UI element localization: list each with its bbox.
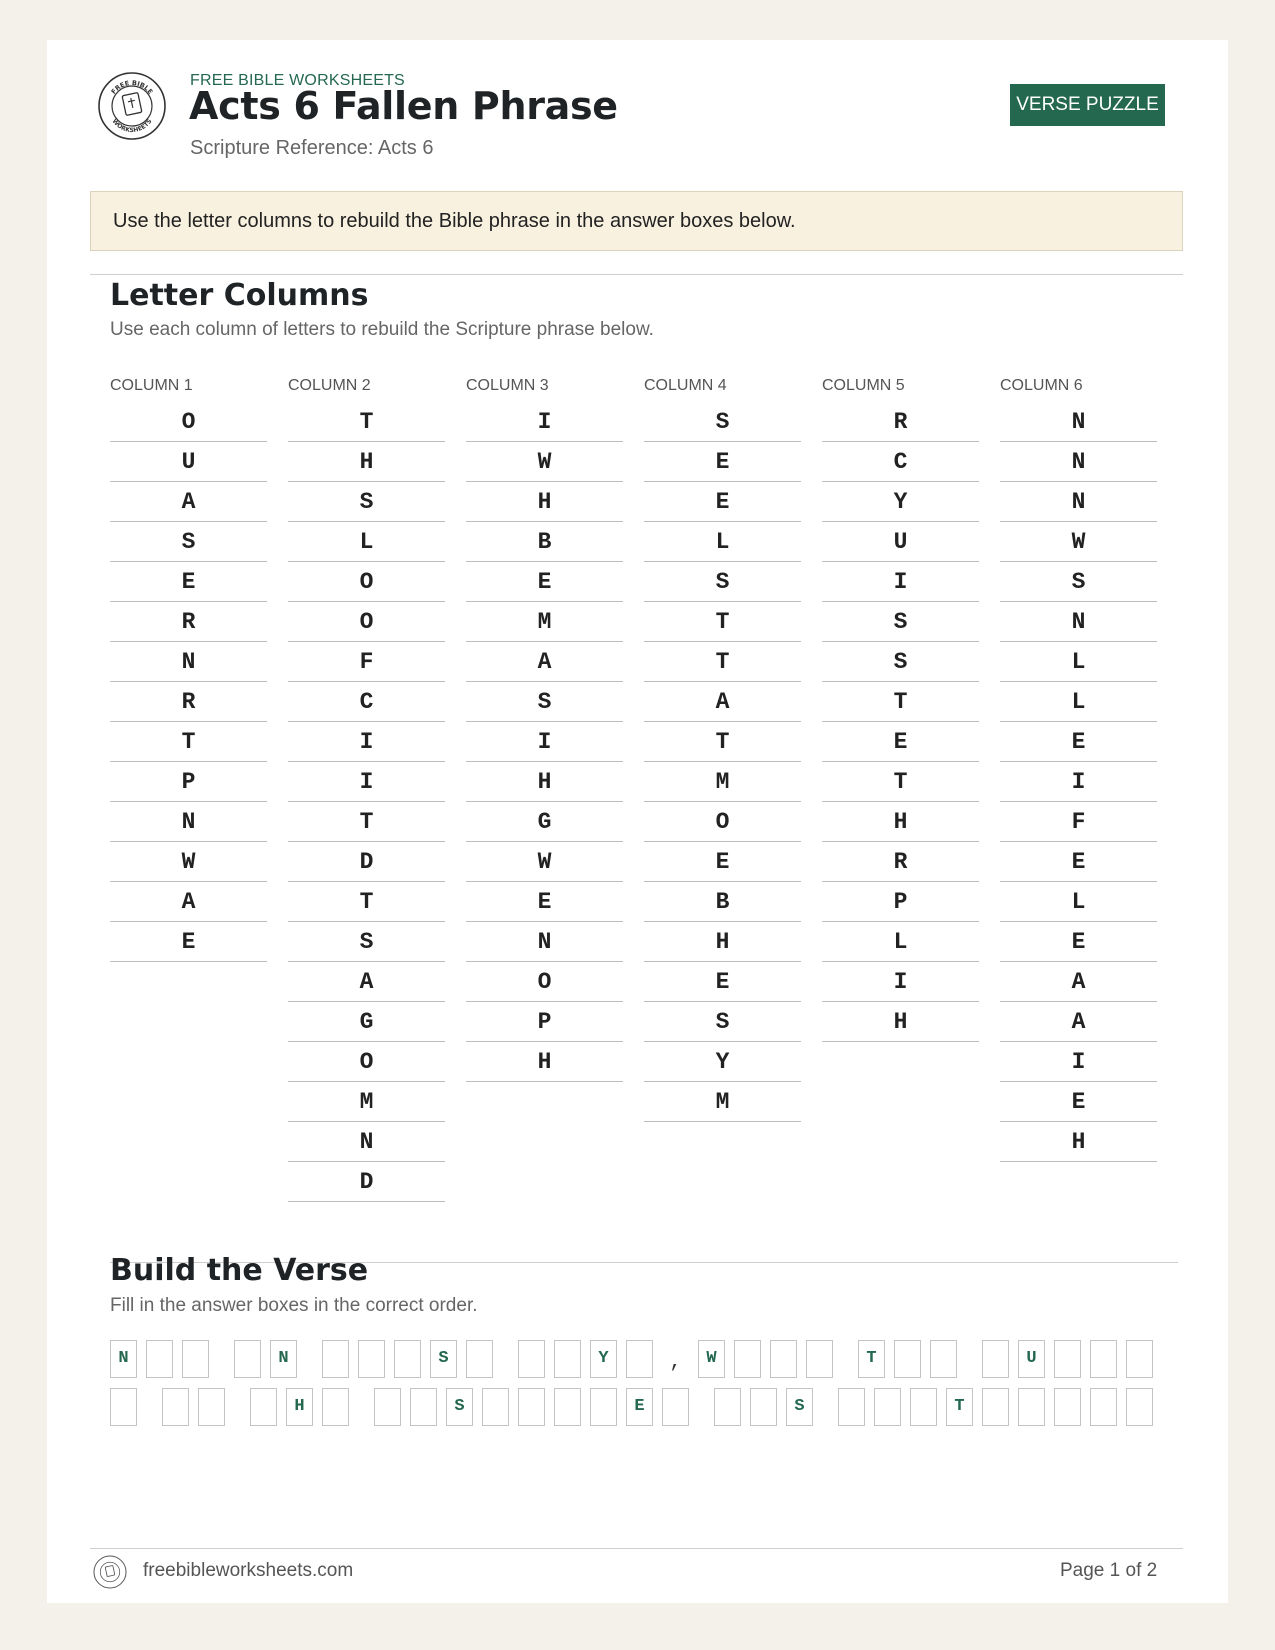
- column-letter: B: [644, 882, 801, 922]
- column-letter: O: [466, 962, 623, 1002]
- answer-box[interactable]: U: [1018, 1340, 1045, 1378]
- column-letter: A: [1000, 1002, 1157, 1042]
- answer-box[interactable]: [662, 1388, 689, 1426]
- column-letter: L: [288, 522, 445, 562]
- column-letter: C: [288, 682, 445, 722]
- column-letter: D: [288, 1162, 445, 1202]
- answer-box[interactable]: [482, 1388, 509, 1426]
- column-letter: E: [466, 882, 623, 922]
- column-letter: E: [644, 842, 801, 882]
- build-verse-title: Build the Verse: [110, 1253, 369, 1288]
- column-letter: T: [288, 402, 445, 442]
- column-letter: H: [644, 922, 801, 962]
- column-letter: M: [644, 762, 801, 802]
- answer-box[interactable]: T: [858, 1340, 885, 1378]
- answer-box[interactable]: [714, 1388, 741, 1426]
- column-letter: U: [822, 522, 979, 562]
- answer-box[interactable]: T: [946, 1388, 973, 1426]
- column-letter: O: [288, 1042, 445, 1082]
- column-letter: A: [288, 962, 445, 1002]
- column-letter: I: [822, 562, 979, 602]
- column-letter: O: [644, 802, 801, 842]
- column-letter: T: [110, 722, 267, 762]
- column-letter: R: [110, 602, 267, 642]
- column-letter: R: [110, 682, 267, 722]
- column-letter: E: [644, 482, 801, 522]
- column-letter: S: [644, 402, 801, 442]
- answer-box[interactable]: [554, 1388, 581, 1426]
- column-letter: L: [644, 522, 801, 562]
- answer-box[interactable]: S: [430, 1340, 457, 1378]
- answer-box[interactable]: [358, 1340, 385, 1378]
- column-letter: W: [466, 442, 623, 482]
- svg-text:WORKSHEETS: WORKSHEETS: [110, 117, 154, 135]
- column-letter: W: [1000, 522, 1157, 562]
- column-letter: O: [288, 602, 445, 642]
- column-label: COLUMN 6: [1000, 377, 1083, 394]
- column-letter: T: [288, 882, 445, 922]
- answer-box[interactable]: [1054, 1340, 1081, 1378]
- answer-box[interactable]: W: [698, 1340, 725, 1378]
- column-letter: M: [466, 602, 623, 642]
- column-letter: H: [288, 442, 445, 482]
- column-letter: E: [822, 722, 979, 762]
- punctuation-mark: ,: [669, 1351, 682, 1374]
- column-letter: H: [466, 1042, 623, 1082]
- column-letter: T: [822, 682, 979, 722]
- footer-site: freebibleworksheets.com: [143, 1560, 354, 1581]
- column-letter: T: [822, 762, 979, 802]
- worksheet-page: [47, 40, 1228, 1603]
- letter-column: [110, 375, 267, 962]
- column-letter: E: [1000, 842, 1157, 882]
- column-letter: H: [466, 482, 623, 522]
- answer-box[interactable]: [894, 1340, 921, 1378]
- answer-box[interactable]: [322, 1340, 349, 1378]
- column-letter: I: [466, 722, 623, 762]
- column-label: COLUMN 4: [644, 377, 727, 394]
- column-letter: N: [1000, 602, 1157, 642]
- column-letter: L: [1000, 882, 1157, 922]
- answer-box[interactable]: [1018, 1388, 1045, 1426]
- answer-box[interactable]: [910, 1388, 937, 1426]
- answer-box[interactable]: [1054, 1388, 1081, 1426]
- column-label: COLUMN 2: [288, 377, 371, 394]
- column-letter: H: [822, 1002, 979, 1042]
- column-letter: T: [644, 602, 801, 642]
- column-label: COLUMN 3: [466, 377, 549, 394]
- bible-book-seal-icon: [93, 1555, 127, 1589]
- column-letter: G: [288, 1002, 445, 1042]
- answer-box[interactable]: [394, 1340, 421, 1378]
- column-letter: S: [822, 642, 979, 682]
- column-letter: A: [466, 642, 623, 682]
- letter-columns-subtitle: Use each column of letters to rebuild the Scripture phrase below.: [110, 319, 654, 340]
- column-letter: S: [822, 602, 979, 642]
- column-letter: P: [110, 762, 267, 802]
- column-letter: W: [466, 842, 623, 882]
- answer-box[interactable]: [162, 1388, 189, 1426]
- brand-name: FREE BIBLE WORKSHEETS: [190, 72, 405, 89]
- column-letter: S: [466, 682, 623, 722]
- answer-box[interactable]: [234, 1340, 261, 1378]
- column-letter: E: [644, 442, 801, 482]
- instructions-text: Use the letter columns to rebuild the Bible phrase in the answer boxes below.: [113, 209, 796, 232]
- letter-column: [466, 375, 623, 1082]
- answer-box[interactable]: [322, 1388, 349, 1426]
- column-letter: E: [110, 562, 267, 602]
- letter-column: [288, 375, 445, 1202]
- column-letter: E: [1000, 922, 1157, 962]
- answer-box[interactable]: [250, 1388, 277, 1426]
- column-letter: M: [644, 1082, 801, 1122]
- column-letter: O: [288, 562, 445, 602]
- answer-box[interactable]: [1126, 1388, 1153, 1426]
- column-letter: H: [822, 802, 979, 842]
- column-letter: E: [466, 562, 623, 602]
- column-letter: Y: [822, 482, 979, 522]
- column-letter: M: [288, 1082, 445, 1122]
- answer-box[interactable]: [1090, 1388, 1117, 1426]
- column-letter: R: [822, 402, 979, 442]
- answer-box[interactable]: [750, 1388, 777, 1426]
- column-letter: I: [822, 962, 979, 1002]
- bible-book-seal-icon: [97, 71, 167, 141]
- verse-puzzle-badge: VERSE PUZZLE: [1010, 84, 1165, 126]
- column-letter: A: [1000, 962, 1157, 1002]
- column-letter: E: [644, 962, 801, 1002]
- column-letter: P: [466, 1002, 623, 1042]
- answer-box[interactable]: Y: [590, 1340, 617, 1378]
- scripture-reference: Scripture Reference: Acts 6: [190, 137, 434, 159]
- answer-box[interactable]: [518, 1388, 545, 1426]
- letter-column: [1000, 375, 1157, 1162]
- answer-box[interactable]: S: [446, 1388, 473, 1426]
- column-letter: H: [466, 762, 623, 802]
- answer-box[interactable]: S: [786, 1388, 813, 1426]
- column-letter: A: [110, 482, 267, 522]
- divider: [90, 274, 1183, 275]
- column-label: COLUMN 1: [110, 377, 193, 394]
- column-letter: I: [466, 402, 623, 442]
- answer-box[interactable]: [1090, 1340, 1117, 1378]
- answer-box[interactable]: E: [626, 1388, 653, 1426]
- column-letter: D: [288, 842, 445, 882]
- page-number: Page 1 of 2: [1060, 1560, 1158, 1581]
- column-letter: C: [822, 442, 979, 482]
- column-letter: N: [1000, 482, 1157, 522]
- column-letter: T: [644, 642, 801, 682]
- answer-box[interactable]: [410, 1388, 437, 1426]
- column-letter: N: [1000, 402, 1157, 442]
- answer-box[interactable]: [930, 1340, 957, 1378]
- column-letter: E: [1000, 722, 1157, 762]
- column-letter: F: [288, 642, 445, 682]
- column-letter: H: [1000, 1122, 1157, 1162]
- answer-box[interactable]: H: [286, 1388, 313, 1426]
- answer-box[interactable]: N: [110, 1340, 137, 1378]
- column-letter: E: [110, 922, 267, 962]
- answer-box[interactable]: [874, 1388, 901, 1426]
- answer-box[interactable]: [1126, 1340, 1153, 1378]
- column-letter: S: [644, 562, 801, 602]
- column-letter: I: [288, 722, 445, 762]
- letter-columns-title: Letter Columns: [110, 278, 369, 313]
- column-letter: I: [1000, 762, 1157, 802]
- column-letter: A: [110, 882, 267, 922]
- column-letter: N: [110, 802, 267, 842]
- column-letter: I: [1000, 1042, 1157, 1082]
- column-letter: S: [110, 522, 267, 562]
- column-letter: S: [1000, 562, 1157, 602]
- divider: [90, 1548, 1183, 1549]
- column-letter: B: [466, 522, 623, 562]
- letter-column: [822, 375, 979, 1042]
- answer-box[interactable]: [374, 1388, 401, 1426]
- worksheet-title: Acts 6 Fallen Phrase: [189, 84, 618, 128]
- column-letter: S: [288, 482, 445, 522]
- answer-box[interactable]: [110, 1388, 137, 1426]
- column-letter: N: [466, 922, 623, 962]
- answer-box[interactable]: [182, 1340, 209, 1378]
- answer-box[interactable]: [734, 1340, 761, 1378]
- column-letter: T: [644, 722, 801, 762]
- build-verse-subtitle: Fill in the answer boxes in the correct order.: [110, 1295, 478, 1316]
- column-letter: W: [110, 842, 267, 882]
- column-letter: L: [822, 922, 979, 962]
- column-letter: S: [288, 922, 445, 962]
- svg-text:FREE BIBLE: FREE BIBLE: [109, 78, 155, 96]
- column-letter: O: [110, 402, 267, 442]
- answer-box[interactable]: N: [270, 1340, 297, 1378]
- answer-box[interactable]: [770, 1340, 797, 1378]
- answer-box[interactable]: [838, 1388, 865, 1426]
- answer-box[interactable]: [590, 1388, 617, 1426]
- column-letter: N: [288, 1122, 445, 1162]
- column-letter: N: [1000, 442, 1157, 482]
- column-letter: E: [1000, 1082, 1157, 1122]
- letter-column: [644, 375, 801, 1122]
- answer-box[interactable]: [518, 1340, 545, 1378]
- answer-box[interactable]: [198, 1388, 225, 1426]
- column-letter: R: [822, 842, 979, 882]
- answer-box[interactable]: [466, 1340, 493, 1378]
- column-letter: F: [1000, 802, 1157, 842]
- answer-box[interactable]: [806, 1340, 833, 1378]
- column-letter: G: [466, 802, 623, 842]
- answer-box[interactable]: [146, 1340, 173, 1378]
- column-letter: N: [110, 642, 267, 682]
- column-letter: P: [822, 882, 979, 922]
- column-letter: A: [644, 682, 801, 722]
- answer-box[interactable]: [554, 1340, 581, 1378]
- column-letter: U: [110, 442, 267, 482]
- answer-box[interactable]: [626, 1340, 653, 1378]
- column-letter: T: [288, 802, 445, 842]
- column-letter: L: [1000, 682, 1157, 722]
- column-label: COLUMN 5: [822, 377, 905, 394]
- answer-box[interactable]: [982, 1388, 1009, 1426]
- answer-box[interactable]: [982, 1340, 1009, 1378]
- instructions-box: [90, 191, 1183, 251]
- column-letter: L: [1000, 642, 1157, 682]
- column-letter: Y: [644, 1042, 801, 1082]
- column-letter: I: [288, 762, 445, 802]
- column-letter: S: [644, 1002, 801, 1042]
